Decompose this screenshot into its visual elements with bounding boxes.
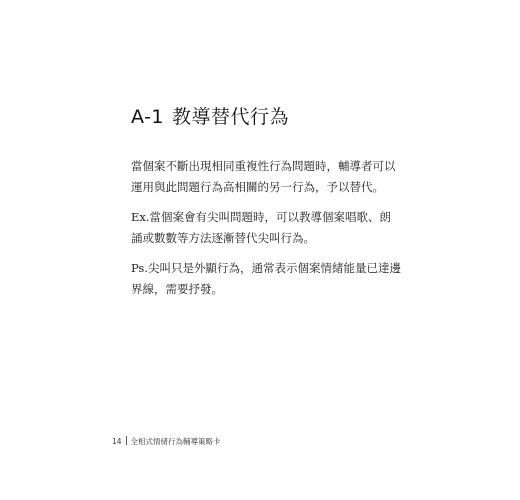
book-title: 全相式情緒行為輔導策略卡 <box>130 437 221 446</box>
body-paragraph-1: 當個案不斷出現相同重複性行為問題時，輔導者可以運用與此問題行為高相關的另一行為，予以替代。 <box>131 159 396 194</box>
postscript-paragraph: Ps.尖叫只是外顯行為，通常表示個案情緒能量已達邊界線，需要抒發。 <box>131 261 401 296</box>
footer-divider <box>126 436 127 445</box>
section-heading <box>131 102 289 129</box>
page-footer <box>112 436 221 447</box>
section-title: 教導替代行為 <box>172 106 290 128</box>
example-paragraph: Ex.當個案會有尖叫問題時，可以教導個案唱歌、朗誦或數數等方法逐漸替代尖叫行為。 <box>131 210 392 245</box>
page-number: 14 <box>112 437 122 446</box>
section-code: A-1 <box>131 106 165 128</box>
